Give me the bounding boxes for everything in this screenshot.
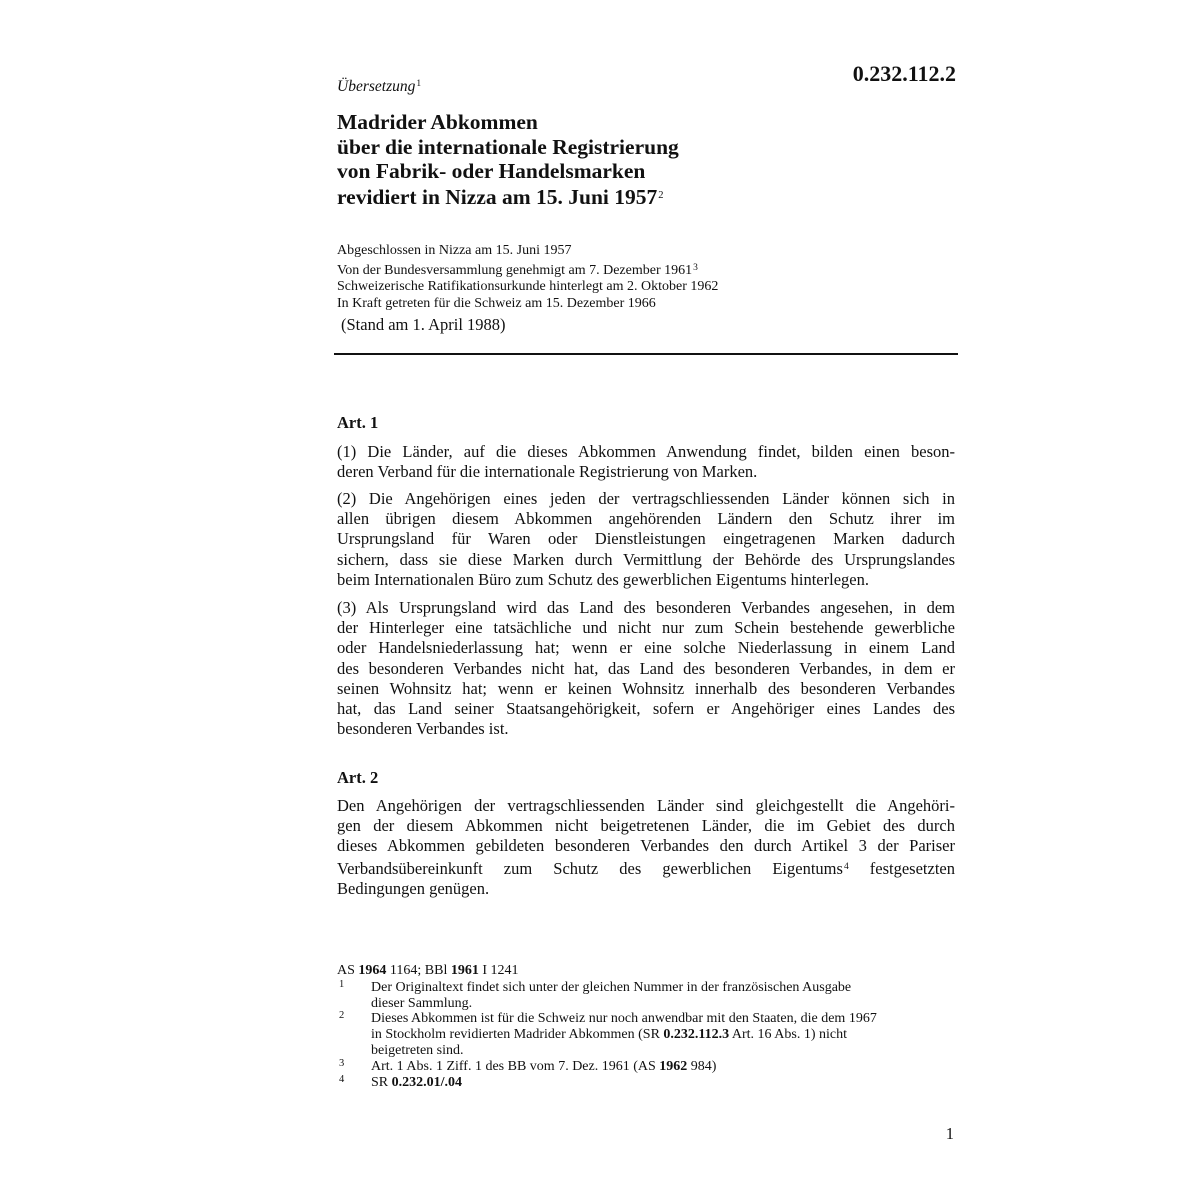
article-2-heading: Art. 2 <box>337 768 379 787</box>
text-line: gen der diesem Abkommen nicht beigetretenen Länder, die im Gebiet des durch <box>337 816 955 836</box>
source-year: 1961 <box>450 963 479 978</box>
text-line: der Hinterleger eine tatsächliche und nicht nur zum Schein bestehende gewerbliche <box>337 618 955 638</box>
text-line: hat, das Land seiner Staatsangehörigkeit, sofern er Angehöriger eines Landes des <box>337 699 955 719</box>
footnote-4 <box>337 1075 957 1091</box>
text-line: des besonderen Verbandes nicht hat, das Land des besonderen Verbandes, in dem er <box>337 658 955 678</box>
article-1-heading: Art. 1 <box>337 413 379 432</box>
article-1-paragraph-1 <box>337 442 955 482</box>
translation-label <box>337 74 421 97</box>
text-line-part: Verbandsübereinkunft zum Schutz des gewerblichen Eigentums <box>337 858 843 878</box>
as-reference: 1962 <box>659 1058 688 1074</box>
text-line: Ursprungsland für Waren oder Dienstleistungen eingetragenen Marken dadurch <box>337 529 955 549</box>
footnote-line: Dieses Abkommen ist für die Schweiz nur noch anwendbar mit den Staaten, die dem 1967 <box>371 1011 877 1027</box>
text-line: seinen Wohnsitz hat; wenn er keinen Wohnsitz innerhalb des besonderen Verbandes <box>337 678 955 698</box>
text-line: Bedingungen genügen. <box>337 878 490 898</box>
sr-reference: 0.232.112.3 <box>663 1027 730 1043</box>
footnote-number: 3 <box>339 1057 345 1069</box>
status-date: (Stand am 1. April 1988) <box>341 315 506 334</box>
footnote-3 <box>337 1059 957 1075</box>
text-line: dieses Abkommen gebildeten besonderen Verbandes den durch Artikel 3 der Pariser <box>337 836 955 856</box>
sr-number: 0.232.112.2 <box>852 61 956 86</box>
footnote-line <box>371 1075 957 1091</box>
text-line: (2) Die Angehörigen eines jeden der vertragschliessenden Länder können sich in <box>337 489 955 508</box>
footnote-2 <box>337 1011 957 1058</box>
footnote-ref-3[interactable]: 3 <box>693 262 698 273</box>
footnote-line: Der Originaltext findet sich unter der gleichen Nummer in der französischen Ausgabe <box>371 979 852 995</box>
footnote-ref-2[interactable]: 2 <box>658 189 664 201</box>
document-metadata <box>337 243 718 312</box>
footnotes <box>337 963 957 1090</box>
header-divider <box>334 353 958 355</box>
meta-ratification: Schweizerische Ratifikationsurkunde hinterlegt am 2. Oktober 1962 <box>337 279 719 294</box>
text-line: besonderen Verbandes ist. <box>337 719 509 739</box>
title-line-4 <box>337 184 897 210</box>
footnote-text: Art. 1 Abs. 1 Ziff. 1 des BB vom 7. Dez. 1961 (AS <box>371 1058 660 1074</box>
footnote-text: SR <box>371 1074 392 1090</box>
text-line: (1) Die Länder, auf die dieses Abkommen Anwendung findet, bilden einen beson- <box>337 442 955 461</box>
source-year: 1964 <box>358 963 387 978</box>
translation-text: Übersetzung <box>337 78 416 95</box>
footnote-ref-1[interactable]: 1 <box>416 79 422 89</box>
text-line: Den Angehörigen der vertragschliessenden Länder sind gleichgestellt die Angehöri- <box>337 796 955 815</box>
footnote-line: beigetreten sind. <box>371 1042 464 1058</box>
footnote-text: Art. 16 Abs. 1) nicht <box>729 1027 847 1043</box>
text-line: allen übrigen diesem Abkommen angehörenden Ländern den Schutz ihrer im <box>337 509 955 529</box>
source-text: I 1241 <box>478 963 519 978</box>
footnote-number: 1 <box>339 978 345 990</box>
text-line: oder Handelsniederlassung hat; wenn er eine solche Niederlassung in einem Land <box>337 638 955 658</box>
footnote-ref-4[interactable]: 4 <box>843 861 849 872</box>
meta-approved-text: Von der Bundesversammlung genehmigt am 7. Dezember 1961 <box>337 262 693 278</box>
footnote-line <box>371 1059 957 1075</box>
text-line: deren Verband für die internationale Registrierung von Marken. <box>337 462 758 482</box>
footnote-number: 2 <box>339 1010 345 1022</box>
text-line <box>337 857 955 879</box>
meta-in-force: In Kraft getreten für die Schweiz am 15. Dezember 1966 <box>337 295 656 311</box>
footnote-text: 984) <box>687 1058 717 1074</box>
footnote-number: 4 <box>339 1073 345 1085</box>
document-title <box>337 110 897 209</box>
article-1-paragraph-3 <box>337 598 955 739</box>
page-number: 1 <box>945 1124 954 1143</box>
text-line: beim Internationalen Büro zum Schutz des gewerblichen Eigentums hinterlegen. <box>337 569 869 589</box>
source-text: AS <box>337 963 359 978</box>
title-line-4-text: revidiert in Nizza am 15. Juni 1957 <box>337 184 658 209</box>
footnote-text: in Stockholm revidierten Madrider Abkommen (SR <box>371 1027 664 1043</box>
footnote-line <box>371 1027 957 1043</box>
footnote-line: dieser Sammlung. <box>371 995 473 1011</box>
title-line-3: von Fabrik- oder Handelsmarken <box>337 159 646 183</box>
article-2-paragraph <box>337 796 955 899</box>
title-line-2: über die internationale Registrierung <box>337 134 679 159</box>
meta-approved <box>337 260 718 280</box>
text-line: (3) Als Ursprungsland wird das Land des besonderen Verbandes angesehen, in dem <box>337 598 955 617</box>
sr-reference: 0.232.01/.04 <box>391 1074 463 1090</box>
title-line-1: Madrider Abkommen <box>337 110 538 134</box>
publication-source <box>337 963 957 979</box>
source-text: 1164; BBl <box>386 963 451 978</box>
text-line-part: festgesetzten <box>848 858 955 878</box>
article-1-paragraph-2 <box>337 489 955 590</box>
text-line: sichern, dass sie diese Marken durch Vermittlung der Behörde des Ursprungslandes <box>337 549 955 569</box>
meta-concluded: Abgeschlossen in Nizza am 15. Juni 1957 <box>337 243 572 258</box>
footnote-1 <box>337 980 957 1012</box>
